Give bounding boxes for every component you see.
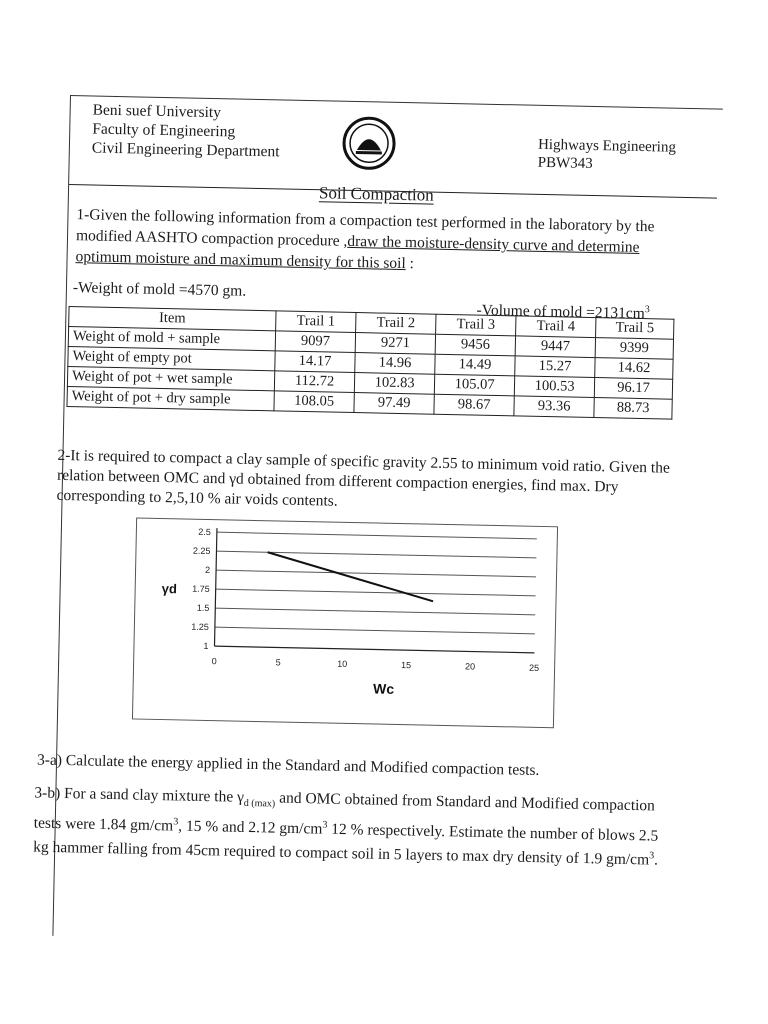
mold-volume-text: -Volume of mold =2131cm [476, 301, 645, 323]
x-tick-label: 15 [401, 660, 412, 671]
gridline [216, 589, 536, 596]
table-row-label: Weight of pot + wet sample [67, 367, 274, 391]
x-tick-label: 25 [528, 662, 540, 673]
gridline [215, 627, 535, 634]
question-3b [33, 783, 674, 871]
question-1-text: 1-Given the following information from a compaction test performed in the laboratory by the modified AASHTO compaction procedure , [75, 206, 655, 250]
university-logo-icon [341, 116, 396, 171]
compaction-table [66, 306, 674, 420]
table-cell: 9097 [275, 331, 355, 353]
x-tick-label: 10 [337, 658, 348, 669]
gridline [217, 532, 537, 539]
table-row-label: Weight of mold + sample [68, 327, 275, 351]
question-3b-text-2: and OMC obtained from Standard and Modified compaction tests were 1.84 gm/cm [33, 789, 656, 835]
gridline [216, 570, 536, 577]
y-axis-label: γd [161, 581, 178, 597]
x-tick-label: 5 [275, 657, 281, 668]
table-cell: 112.72 [274, 371, 354, 393]
table-header: Trail 4 [516, 316, 596, 338]
question-3b-text-3: , 15 % and 2.12 gm/cm [178, 817, 323, 838]
table-cell: 88.73 [594, 398, 672, 420]
header-left [92, 100, 281, 161]
table-header: Trail 3 [436, 314, 516, 336]
table-cell: 14.49 [435, 354, 515, 376]
question-3a: 3-a) Calculate the energy applied in the Standard and Modified compaction tests. [36, 751, 540, 779]
density-chart [132, 517, 558, 728]
exam-sheet [33, 95, 722, 949]
table-cell: 14.96 [355, 353, 435, 375]
table-header: Trail 1 [276, 311, 356, 333]
table-cell: 102.83 [354, 373, 434, 395]
y-tick-label: 2.25 [192, 545, 211, 557]
table-cell: 9399 [595, 338, 673, 360]
y-tick-label: 1.25 [191, 621, 209, 633]
table-cell: 14.17 [275, 351, 355, 373]
gridline [216, 551, 536, 558]
question-2: 2-It is required to compact a clay sample of specific gravity 2.55 to minimum void ratio. Given the relation between OMC and γd obtained from different compaction energies, find max. Dry corresponding to 2,5,10 % air voids contents. [56, 446, 671, 510]
question-3b-text-1: 3-b) For a sand clay mixture the γ [34, 784, 245, 806]
header-right [537, 136, 676, 175]
y-tick-label: 1 [203, 640, 209, 652]
course-name: Highways Engineering [537, 136, 677, 156]
gridline [215, 608, 535, 615]
question-3b-sub: d (max) [243, 797, 276, 810]
table-cell: 93.36 [514, 396, 594, 418]
question-3b-sup-1: 3 [173, 816, 179, 828]
table-header: Trail 2 [356, 313, 436, 335]
question-3b-sup-2: 3 [322, 819, 328, 831]
table-cell: 9271 [355, 333, 435, 355]
course-code: PBW343 [537, 154, 593, 172]
y-tick-label: 1.75 [192, 583, 210, 595]
x-tick-label: 20 [465, 661, 476, 672]
question-1-end: : [405, 255, 415, 273]
table-cell: 9456 [435, 334, 515, 356]
table-cell: 105.07 [434, 374, 514, 396]
y-tick-label: 2.5 [198, 526, 211, 538]
table-header: Item [69, 307, 276, 331]
table-header: Trail 5 [596, 318, 674, 340]
y-axis [214, 528, 216, 646]
question-3b-text-5: . [653, 851, 659, 869]
faculty-name: Faculty of Engineering [92, 120, 236, 141]
table-cell: 14.62 [595, 358, 673, 380]
table-cell: 100.53 [514, 376, 594, 398]
department-name: Civil Engineering Department [91, 139, 280, 161]
page-title: Soil Compaction [318, 183, 434, 205]
y-tick-label: 2 [204, 564, 211, 576]
table-cell: 15.27 [515, 356, 595, 378]
series-line [267, 552, 434, 601]
mold-volume-unit-exp: 3 [644, 304, 650, 316]
table-cell: 98.67 [434, 394, 514, 416]
university-name: Beni suef University [92, 101, 222, 122]
table-row-label: Weight of pot + dry sample [67, 387, 274, 411]
table-cell: 9447 [515, 336, 595, 358]
question-3b-sup-3: 3 [649, 850, 655, 862]
table-cell: 108.05 [274, 391, 354, 413]
table-row-label: Weight of empty pot [68, 347, 275, 371]
question-3b-text-4: 12 % respectively. Estimate the number of blows 2.5 kg hammer falling from 45cm required to compact soil in 5 layers to max dry density of 1.9 gm/cm [33, 820, 659, 869]
x-axis [214, 646, 534, 653]
mold-weight: -Weight of mold =4570 gm. [72, 279, 247, 300]
density-chart-svg [133, 518, 557, 727]
table-cell: 97.49 [354, 393, 434, 415]
x-axis-label: Wc [372, 680, 395, 697]
x-tick-label: 0 [211, 656, 217, 667]
question-1 [75, 204, 696, 280]
question-1-task: draw the moisture-density curve and determine optimum moisture and maximum density for this soil [75, 232, 640, 273]
y-tick-label: 1.5 [196, 602, 210, 614]
table-cell: 96.17 [594, 378, 672, 400]
